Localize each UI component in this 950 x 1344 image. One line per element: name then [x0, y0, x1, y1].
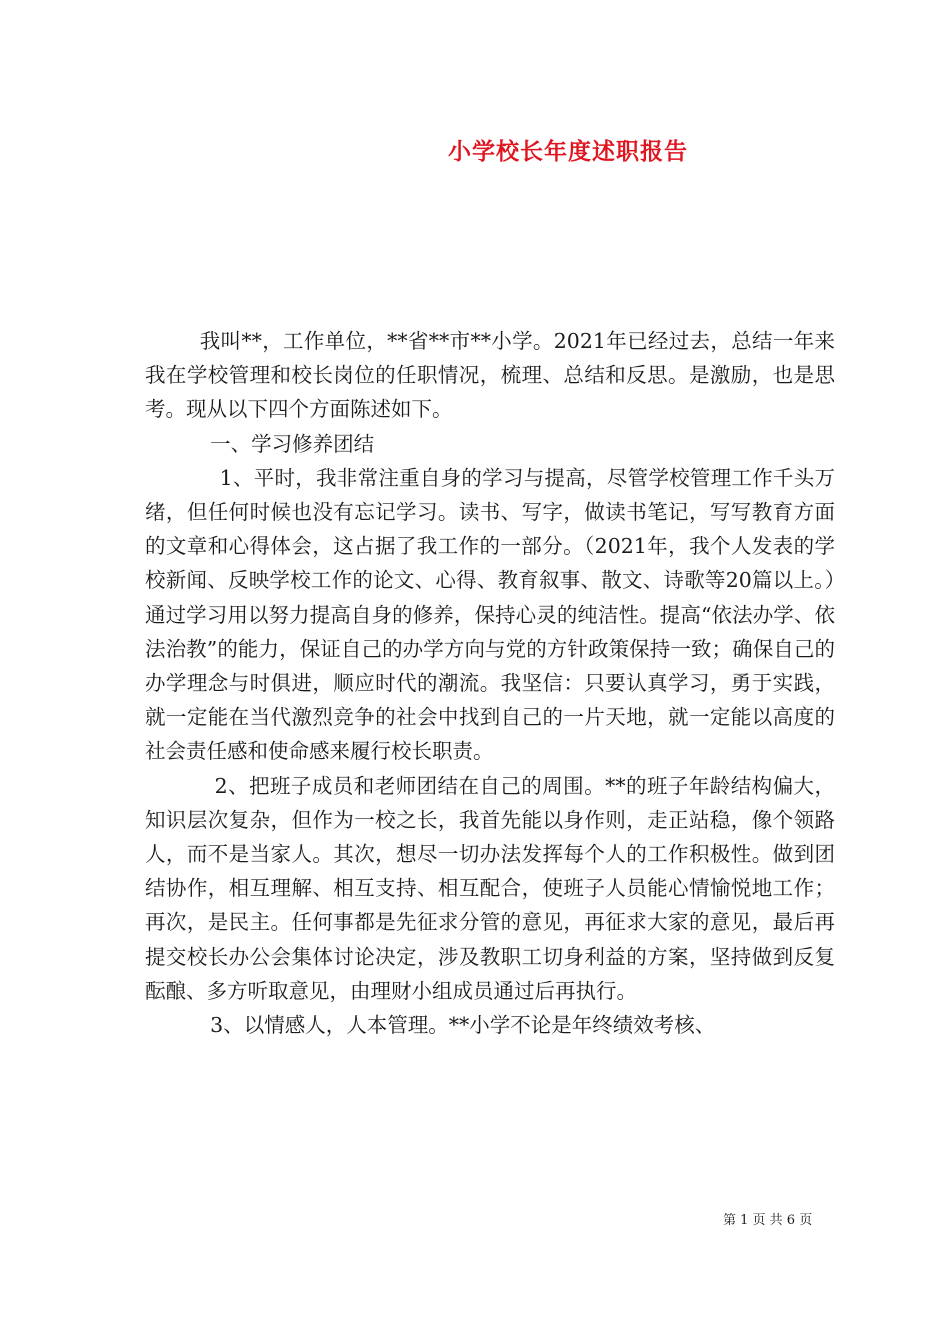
paragraph-item-3	[145, 1008, 835, 1042]
paragraph-text: 1、平时，我非常注重自身的学习与提高，尽管学校管理工作千头万绪，但任何时候也没有忘记学习。读书、写字，做读书笔记，写写教育方面的文章和心得体会，这占据了我工作的一部分。（2021年，我个人发表的学校新闻、反映学校工作的论文、心得、教育叙事、散文、诗歌等20篇以上。）通过学习用以努力提高自身的修养，保持心灵的纯洁性。提高“依法办学、依法治教”的能力，保证自己的办学方向与党的方针政策保持一致；确保自己的办学理念与时俱进，顺应时代的潮流。我坚信：只要认真学习，勇于实践，就一定能在当代激烈竞争的社会中找到自己的一片天地，就一定能以高度的社会责任感和使命感来履行校长职责。	[145, 465, 835, 764]
indent	[145, 1013, 210, 1037]
paragraph-item-2	[145, 769, 835, 1008]
page-number-footer: 第 1 页 共 6 页	[723, 1213, 813, 1228]
paragraph-text: 3、以情感人，人本管理。**小学不论是年终绩效考核、	[210, 1013, 716, 1038]
paragraph-intro	[145, 324, 835, 427]
paragraph-text: 我叫**，工作单位，**省**市**小学。2021年已经过去，总结一年来我在学校管理和校长岗位的任职情况，梳理、总结和反思。是激励，也是思考。现从以下四个方面陈述如下。	[145, 329, 835, 422]
document-title: 小学校长年度述职报告	[448, 138, 688, 165]
paragraph-text: 2、把班子成员和老师团结在自己的周围。**的班子年龄结构偏大，知识层次复杂，但作为一校之长，我首先能以身作则，走正站稳，像个领路人，而不是当家人。其次，想尽一切办法发挥每个人的工作积极性。做到团结协作，相互理解、相互支持、相互配合，使班子人员能心情愉悦地工作；再次，是民主。任何事都是先征求分管的意见，再征求大家的意见，最后再提交校长办公会集体讨论决定，涉及教职工切身利益的方案，坚持做到反复酝酿、多方听取意见，由理财小组成员通过后再执行。	[145, 773, 836, 1003]
document-body	[145, 324, 835, 1042]
indent	[145, 774, 215, 798]
paragraph-item-1	[145, 461, 835, 769]
indent	[145, 329, 200, 353]
indent	[145, 432, 210, 456]
section-heading	[145, 427, 835, 461]
indent	[145, 466, 220, 490]
section-heading-text: 一、学习修养团结	[210, 431, 375, 456]
